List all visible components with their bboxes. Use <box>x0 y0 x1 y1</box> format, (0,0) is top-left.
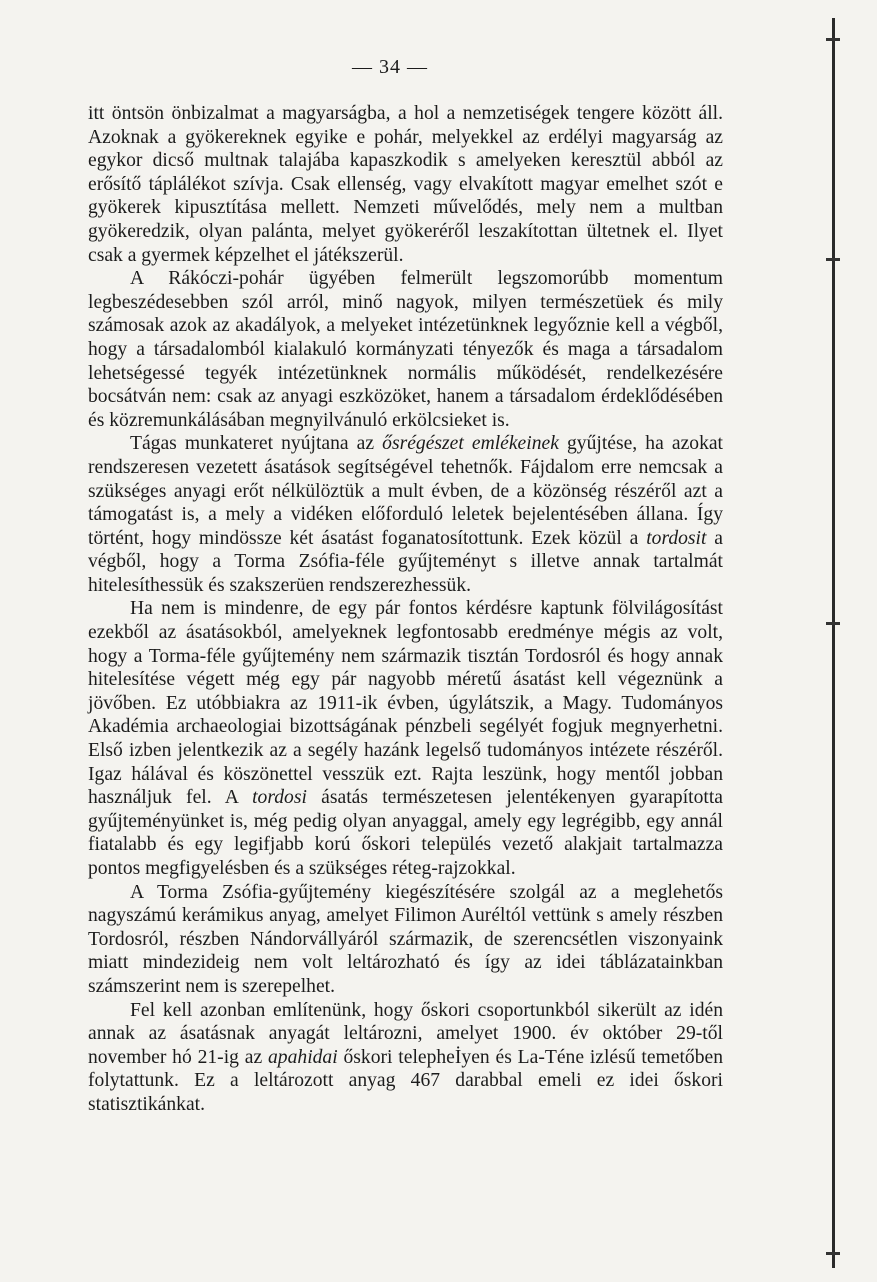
italic-term: tordosit <box>646 527 707 549</box>
italic-term: apahidai <box>268 1046 338 1068</box>
binding-mark <box>826 38 840 41</box>
italic-term: tordosi <box>252 787 307 809</box>
binding-mark <box>826 1252 840 1255</box>
paragraph <box>88 267 723 432</box>
text-run: őskori telepheİyen és La-Téne izlésű temetőben folytattunk. Ez a leltározott anyag 467 darabbal emeli ez idei őskori statisztikánkat. <box>88 1046 723 1115</box>
text-run: gyűjtése, ha azokat rendszeresen vezetett ásatások segítségével tehetnők. Fájdalom erre nemcsak a szükséges anyagi erőt nélkülöztük a mult évben, de a közönség részéről azt a támogatást is, a mely a vidéken előforduló leletek bejelentésében állana. Így történt, hogy mindössze két ásatást foganatosítottunk. Ezek közül a <box>88 433 724 549</box>
paragraph <box>88 999 723 1117</box>
text-run: itt öntsön önbizalmat a magyarságba, a hol a nemzetiségek tengere között áll. Azoknak a gyökereknek egyike e pohár, melyekkel az erdélyi magyarság az egykor dicső multnak talajába kapaszkodik s amelyeken keresztül abból az erősítő táplálékot szívja. Csak ellenség, vagy elvakított magyar emelhet szót e gyökerek kipusztítása mellett. Nemzeti művelődés, mely nem a multban gyökeredzik, olyan palánta, melyet gyökeréről leszakítottan ültetnek el. Ilyet csak a gyermek képzelhet el játékszerül. <box>88 103 723 266</box>
text-run: a végből, hogy a Torma Zsófia-féle gyűjteményt s illetve annak tartalmát hitelesíthessük és szakszerüen rendszerezhessük. <box>88 527 723 596</box>
text-run: A Rákóczi-pohár ügyében felmerült legszomorúbb momentum legbeszédesebben szól arról, minő nagyok, milyen természetüek és mily számosak azok az akadályok, a melyeket intézetünknek legyőznie kell a végből, hogy a társadalomból kialakuló kormányzati tényezők és maga a társadalom lehetségessé tegyék intézetünknek normális működését, rendelkezésére bocsátván nem: csak az anyagi eszközöket, hanem a társadalom érdeklődésében és közremunkálásában megnyilvánuló erkölcsieket is. <box>88 268 723 431</box>
text-run: Fel kell azonban említenünk, hogy őskori csoportunkból sikerült az idén annak az ásatásnak anyagát leltározni, amelyet 1900. év október 29-től november hó 21-ig az <box>88 999 723 1068</box>
paragraph <box>88 102 723 267</box>
paragraph <box>88 597 723 880</box>
text-run: Tágas munkateret nyújtana az <box>130 433 383 455</box>
binding-mark <box>826 622 840 625</box>
page-number: — 34 — <box>352 56 428 78</box>
text-run: A Torma Zsófia-gyűjtemény kiegészítésére szolgál az a meglehetős nagyszámú kerámikus anyag, amelyet Filimon Auréltól vettünk s amely részben Tordosról, részben Nándorvállyáról származik, de szerencsétlen viszonyaink miatt mindezideig nem volt leltározható és így az idei táblázatainkban számszerint nem is szerepelhet. <box>88 881 723 997</box>
paragraph <box>88 881 723 999</box>
binding-mark <box>826 258 840 261</box>
italic-term: ősrégészet emlékeinek <box>382 433 559 455</box>
text-run: ásatás természetesen jelentékenyen gyarapította gyűjteményünket is, még pedig olyan anyaggal, amely egy legrégibb, egy annál fiatalabb és egy legifjabb korú őskori település vezető alakjait tartalmazza pontos megfigyelésben és a szükséges réteg-rajzokkal. <box>88 787 723 879</box>
body-text <box>88 102 723 1117</box>
paragraph <box>88 432 723 597</box>
text-run: Ha nem is mindenre, de egy pár fontos kérdésre kaptunk fölvilágosítást ezekből az ásatásokból, amelyeknek legfontosabb eredménye mégis az volt, hogy a Torma-féle gyűjtemény nem származik tisztán Tordosról és hogy annak hitelesítése végett még egy pár nagyobb méretű ásatást kell végeznünk a jövőben. Ez utóbbiakra az 1911-ik évben, úgylátszik, a Magy. Tudományos Akadémia archaeologiai bizottságának pénzbeli segélyét fogjuk megnyerhetni. Első izben jelentkezik az a segély hazánk legelső tudományos intézete részéről. Igaz hálával és köszönettel vesszük ezt. Rajta leszünk, hogy mentől jobban használjuk fel. A <box>88 598 723 809</box>
page-edge-shadow <box>832 18 835 1268</box>
